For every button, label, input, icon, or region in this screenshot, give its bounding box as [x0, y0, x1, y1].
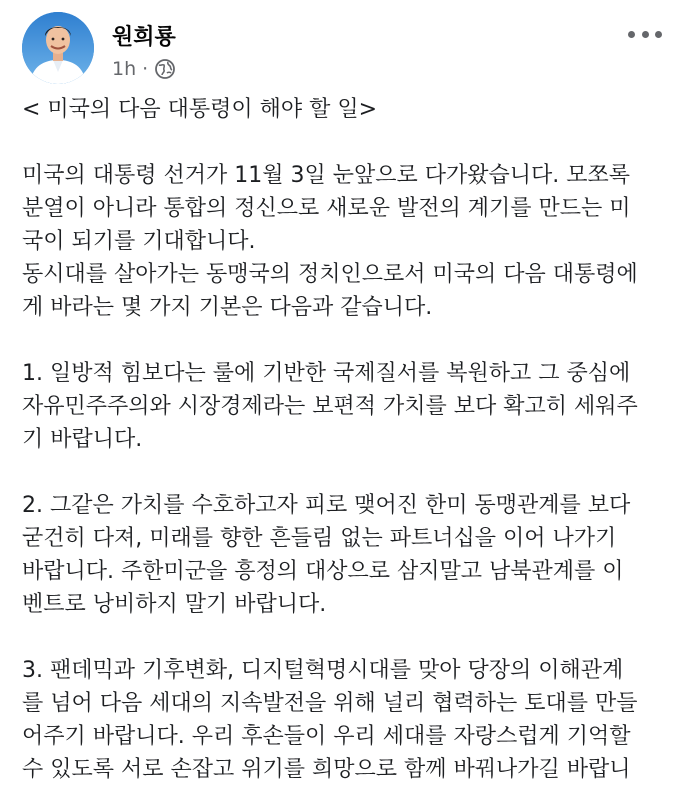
- post-header: [22, 12, 662, 88]
- item-2-line: 바랍니다. 주한미군을 흥정의 대상으로 삼지말고 남북관계를 이: [22, 559, 624, 584]
- globe-icon[interactable]: [154, 58, 176, 80]
- author-name[interactable]: 원희룡: [112, 25, 176, 50]
- post-body: [22, 93, 662, 786]
- item-2-line: 2. 그같은 가치를 수호하고자 피로 맺어진 한미 동맹관계를 보다: [22, 493, 631, 518]
- item-1-line: 1. 일방적 힘보다는 룰에 기반한 국제질서를 복원하고 그 중심에: [22, 361, 631, 386]
- item-3-line: 수 있도록 서로 손잡고 위기를 희망으로 함께 바꿔나가길 바랍니: [22, 757, 631, 782]
- intro-line: 분열이 아니라 통합의 정신으로 새로운 발전의 계기를 만드는 미: [22, 196, 631, 221]
- item-1-line: 기 바랍니다.: [22, 427, 143, 452]
- more-options-icon[interactable]: [628, 24, 662, 44]
- item-1-line: 자유민주주의와 시장경제라는 보편적 가치를 보다 확고히 세워주: [22, 394, 638, 419]
- post-title: < 미국의 다음 대통령이 해야 할 일>: [22, 97, 378, 122]
- post-timestamp[interactable]: 1h: [112, 58, 137, 80]
- item-3-line: 어주기 바랍니다. 우리 후손들이 우리 세대를 자랑스럽게 기억할: [22, 724, 631, 749]
- meta-separator: ·: [142, 58, 149, 80]
- intro-line: 동시대를 살아가는 동맹국의 정치인으로서 미국의 다음 대통령에: [22, 262, 638, 287]
- item-2-line: 굳건히 다져, 미래를 향한 흔들림 없는 파트너십을 이어 나가기: [22, 526, 617, 551]
- post-meta: [112, 58, 176, 80]
- intro-line: 국이 되기를 기대합니다.: [22, 229, 256, 254]
- item-3-line: 를 넘어 다음 세대의 지속발전을 위해 널리 협력하는 토대를 만들: [22, 691, 638, 716]
- avatar-photo: [22, 12, 94, 84]
- item-3-line: 3. 팬데믹과 기후변화, 디지털혁명시대를 맞아 당장의 이해관계: [22, 658, 624, 683]
- avatar[interactable]: [22, 12, 94, 84]
- item-2-line: 벤트로 낭비하지 말기 바랍니다.: [22, 592, 327, 617]
- intro-line: 미국의 대통령 선거가 11월 3일 눈앞으로 다가왔습니다. 모쪼록: [22, 163, 630, 188]
- intro-line: 게 바라는 몇 가지 기본은 다음과 같습니다.: [22, 295, 433, 320]
